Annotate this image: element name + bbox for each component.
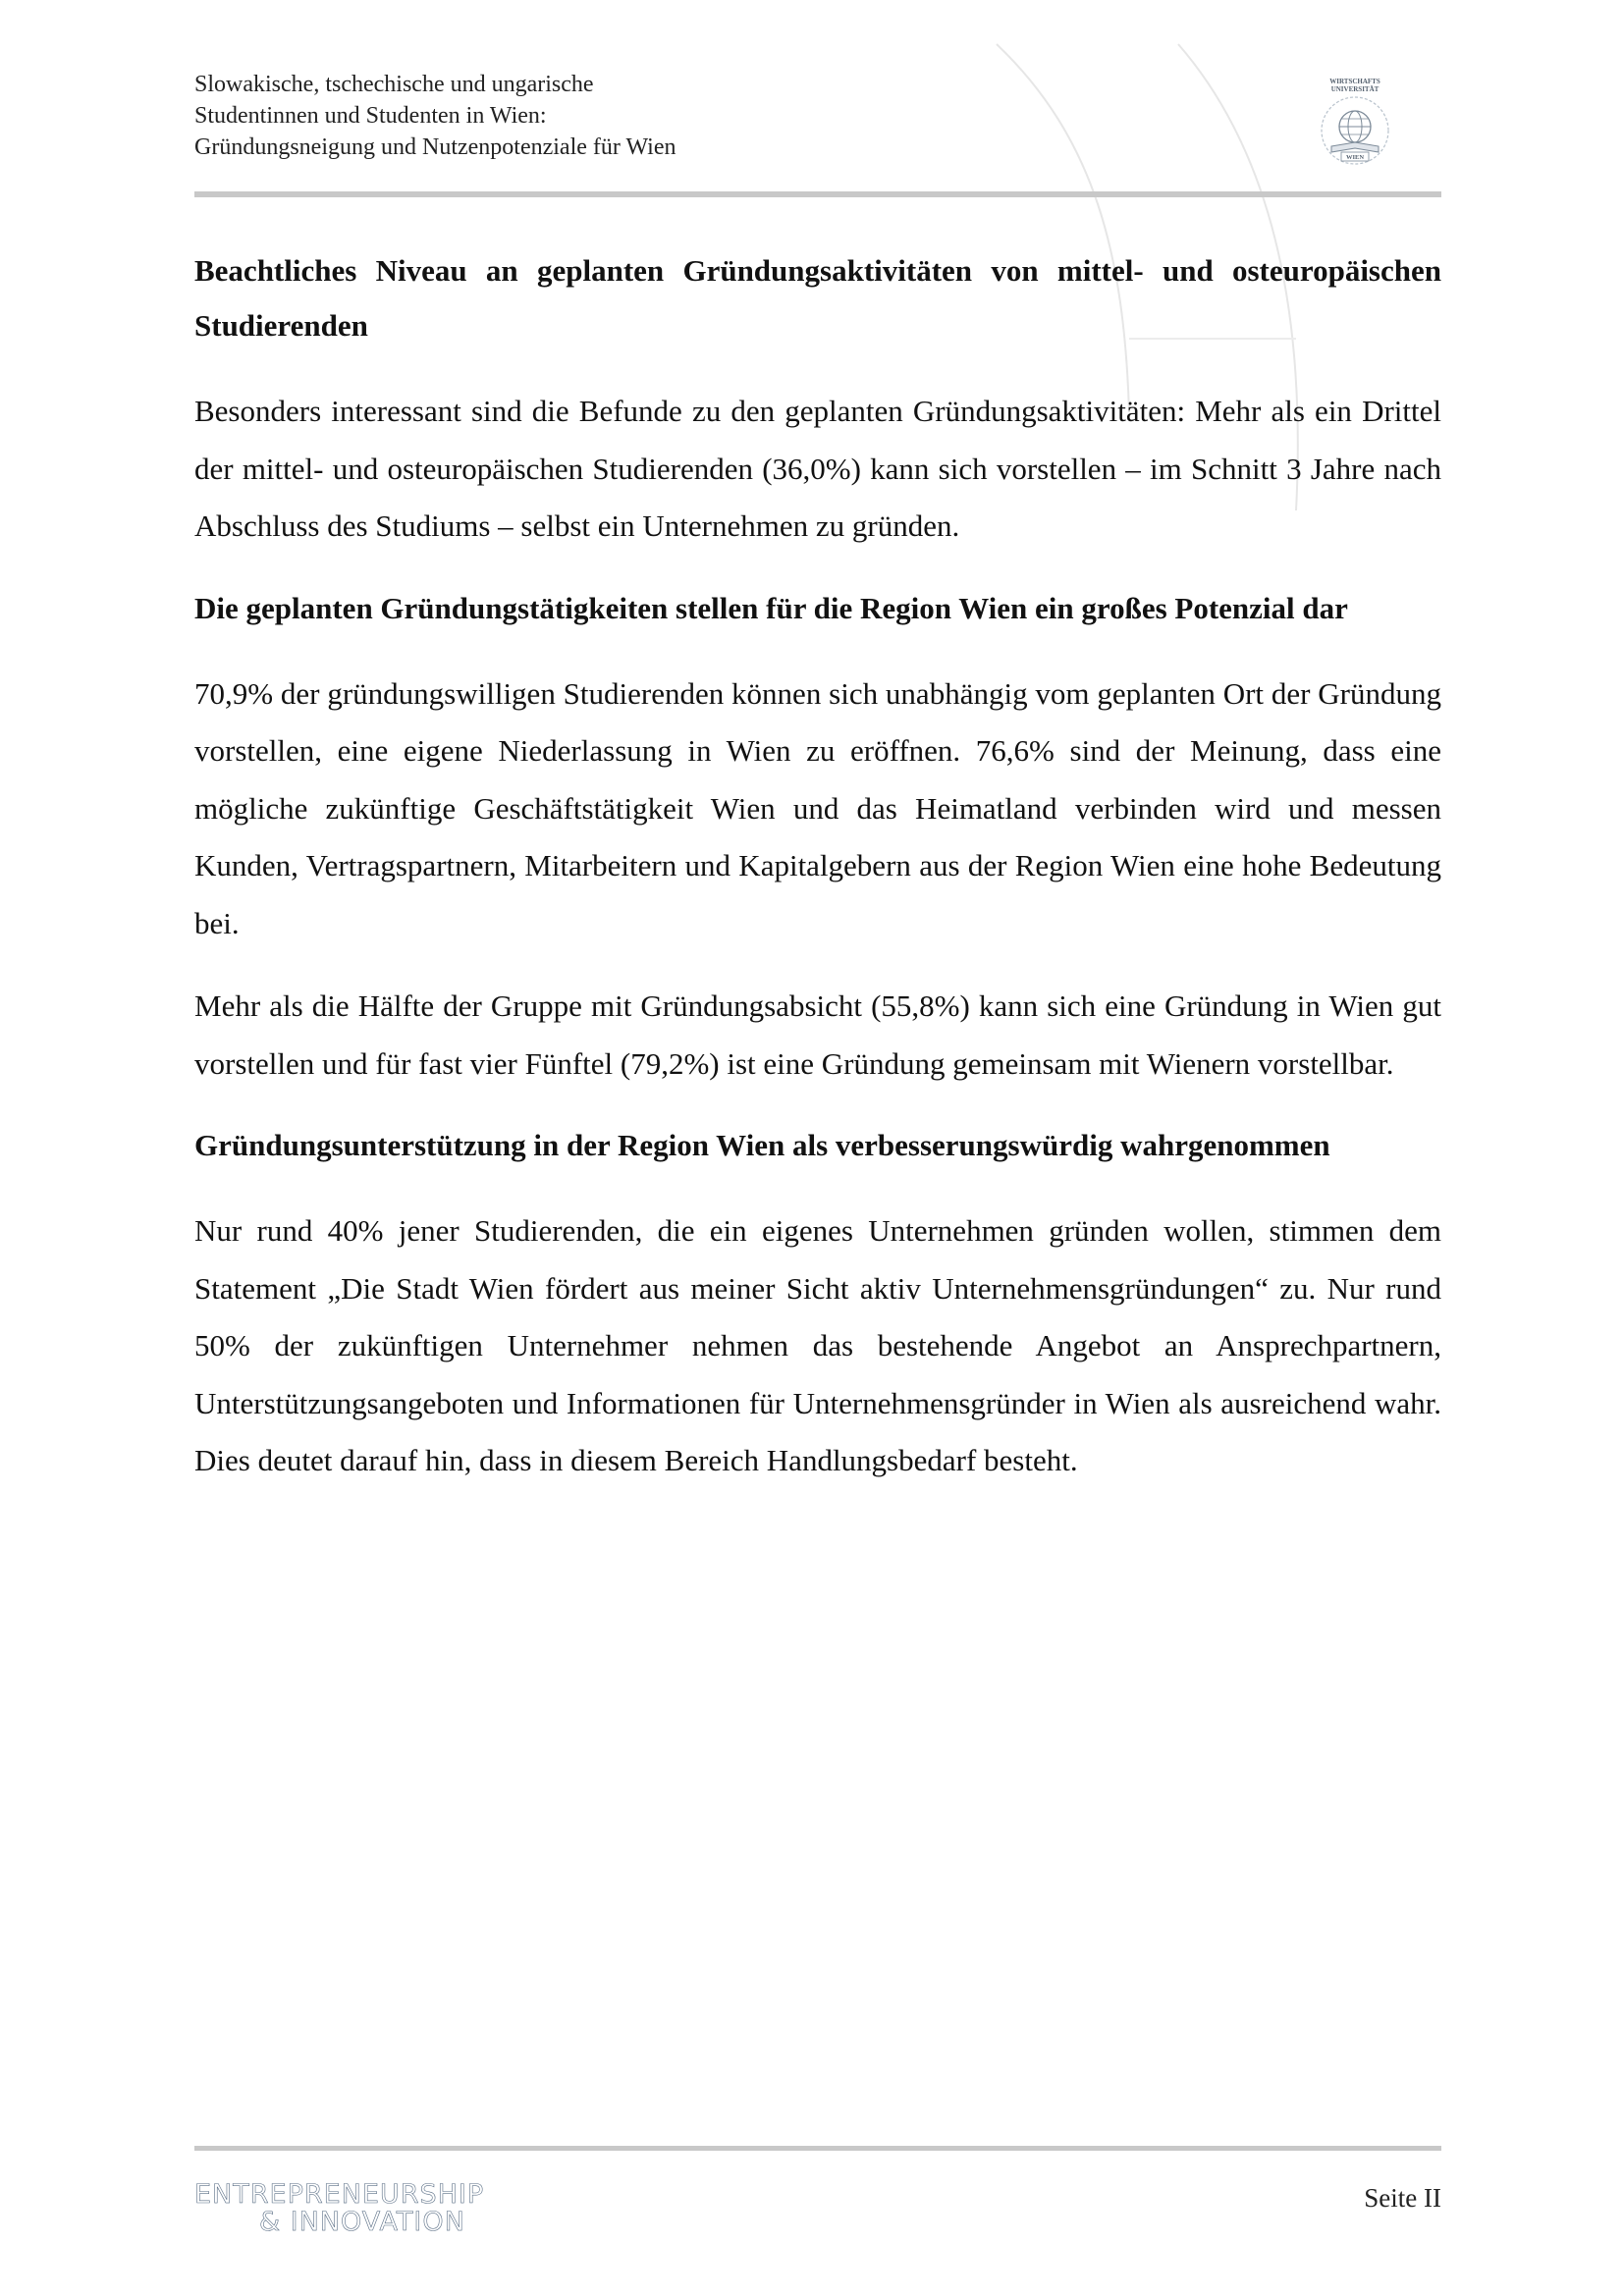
body-paragraph: 70,9% der gründungswilligen Studierenden können sich unabhängig vom geplanten Ort der Gründung vorstellen, eine eigene Niederlassung in Wien zu eröffnen. 76,6% sind der Meinung, dass eine mögliche zukünftige Geschäftstätigkeit Wien und das Heimatland verbinden wird und messen Kunden, Vertragspartnern, Mitarbeitern und Kapitalgebern aus der Region Wien eine hohe Bedeutung bei. [194,675,1441,940]
footer-logo-line: & INNOVATION [259,2207,465,2237]
entrepreneurship-innovation-logo [194,2181,528,2240]
main-content [194,243,1441,1516]
university-logo [1308,74,1402,177]
footer-divider [194,2146,1441,2151]
header-line: Studentinnen und Studenten in Wien: [194,103,547,129]
section-heading: Beachtliches Niveau an geplanten Gründungsaktivitäten von mittel- und osteuropäischen Studierenden [194,253,1441,343]
section-heading: Die geplanten Gründungstätigkeiten stellen für die Region Wien ein großes Potenzial dar [194,590,1348,625]
page-header [194,69,1441,187]
header-line: Slowakische, tschechische und ungarische [194,72,594,97]
section-heading: Gründungsunterstützung in der Region Wien als verbesserungswürdig wahrgenommen [194,1128,1330,1162]
header-title [194,69,676,163]
svg-text:WIEN: WIEN [1345,154,1365,161]
header-divider [194,191,1441,197]
svg-text:UNIVERSITÄT: UNIVERSITÄT [1330,85,1380,93]
body-paragraph: Besonders interessant sind die Befunde zu den geplanten Gründungsaktivitäten: Mehr als ein Drittel der mittel- und osteuropäischen Studierenden (36,0%) kann sich vorstellen – im Schnitt 3 Jahre nach Abschluss des Studiums – selbst ein Unternehmen zu gründen. [194,394,1441,543]
page-number: Seite II [1364,2183,1441,2213]
body-paragraph: Nur rund 40% jener Studierenden, die ein eigenes Unternehmen gründen wollen, stimmen dem Statement „Die Stadt Wien fördert aus meiner Sicht aktiv Unternehmensgründungen“ zu. Nur rund 50% der zukünftigen Unternehmer nehmen das bestehende Angebot an Ansprechpartnern, Unterstützungsangeboten und Informationen für Unternehmensgründer in Wien als ausreichend wahr. Dies deutet darauf hin, dass in diesem Bereich Handlungsbedarf besteht. [194,1213,1441,1477]
svg-text:WIRTSCHAFTS: WIRTSCHAFTS [1329,78,1380,85]
body-paragraph: Mehr als die Hälfte der Gruppe mit Gründungsabsicht (55,8%) kann sich eine Gründung in Wien gut vorstellen und für fast vier Fünftel (79,2%) ist eine Gründung gemeinsam mit Wienern vorstellbar. [194,988,1441,1081]
footer-logo-line: ENTREPRENEURSHIP [194,2179,485,2210]
header-line: Gründungsneigung und Nutzenpotenziale für Wien [194,134,676,160]
